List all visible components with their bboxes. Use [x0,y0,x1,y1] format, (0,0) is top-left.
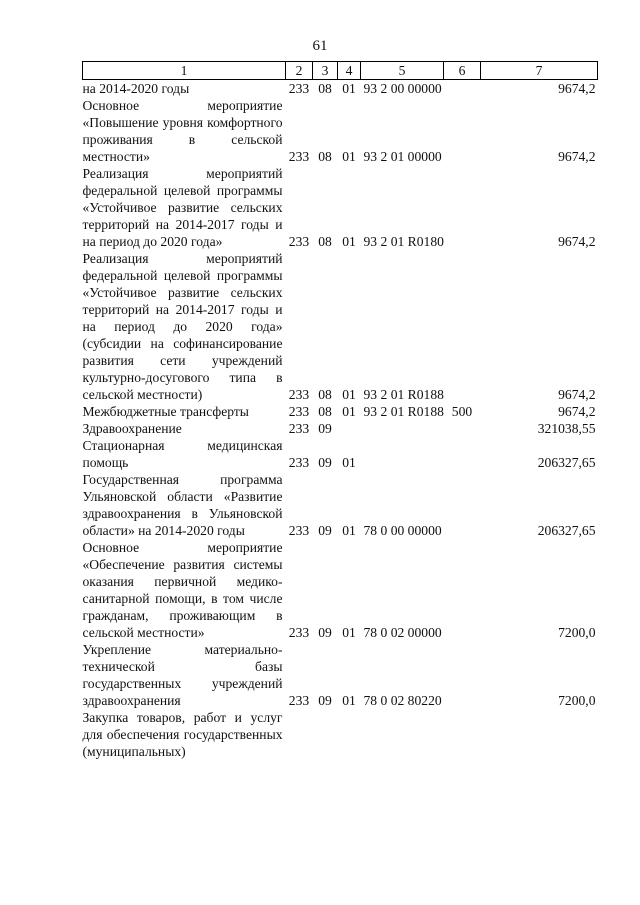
row-code-admin [286,709,313,760]
table-row [83,709,598,760]
row-code-expense-type [444,420,481,437]
table-row [83,539,598,641]
row-code-target: 93 2 01 00000 [363,149,442,164]
table-row [83,420,598,437]
row-code-admin: 233 [288,404,310,419]
header-col-5: 5 [361,62,444,80]
row-description: Основное мероприятие «Обеспечение развития системы оказания первичной медико-санитарной помощи, в том числе гражданам, проживающим в сельской местности» [82,540,283,640]
row-code-target: 78 0 02 80220 [363,693,442,708]
row-code-admin: 233 [288,693,310,708]
table-row [83,403,598,420]
row-amount: 9674,2 [558,404,596,419]
header-col-4: 4 [338,62,361,80]
row-code-section: 09 [318,625,332,640]
row-code-subsection: 01 [342,693,356,708]
row-code-target: 93 2 01 R0188 [363,404,444,419]
header-col-6: 6 [444,62,481,80]
row-description: Стационарная медицинская помощь [82,438,283,470]
row-description: Межбюджетные трансферты [82,404,249,419]
row-description: Закупка товаров, работ и услуг для обеспечения государственных (муниципальных) [82,710,283,759]
row-code-admin: 233 [288,387,310,402]
row-amount: 206327,65 [537,523,596,538]
row-code-admin: 233 [288,455,310,470]
row-code-expense-type [444,437,481,471]
row-amount: 206327,65 [537,455,596,470]
row-code-section: 09 [318,523,332,538]
header-col-7: 7 [481,62,598,80]
row-amount [481,709,598,760]
row-code-admin: 233 [288,421,310,436]
row-amount: 9674,2 [558,234,596,249]
row-code-subsection: 01 [342,149,356,164]
table-row [83,250,598,403]
row-description: Реализация мероприятий федеральной целевой программы «Устойчивое развитие сельских территорий на 2014-2017 годы и на период до 2020 года» [82,166,283,249]
row-description: Основное мероприятие «Повышение уровня комфортного проживания в сельской местности» [82,98,283,164]
row-code-section: 09 [318,455,332,470]
page-number: 61 [312,38,328,54]
row-code-expense-type [444,97,481,165]
row-code-target [361,437,444,471]
row-code-admin: 233 [288,81,310,96]
row-description: Укрепление материально-технической базы государственных учреждений здравоохранения [82,642,283,708]
row-code-section: 09 [318,421,332,436]
row-code-section: 08 [318,234,332,249]
row-code-expense-type [444,80,481,98]
column-number-header [83,62,598,80]
table-body [83,80,598,761]
row-code-expense-type [444,709,481,760]
row-code-subsection: 01 [342,455,356,470]
row-code-subsection: 01 [342,523,356,538]
table-row [83,80,598,98]
row-code-subsection [338,420,361,437]
row-code-target: 93 2 01 R0180 [363,234,444,249]
row-code-section: 09 [318,693,332,708]
row-code-admin: 233 [288,234,310,249]
row-code-admin: 233 [288,625,310,640]
header-col-3: 3 [313,62,338,80]
row-code-subsection: 01 [342,234,356,249]
row-amount: 9674,2 [558,387,596,402]
row-code-expense-type [444,539,481,641]
row-amount: 7200,0 [558,625,596,640]
table-row [83,97,598,165]
row-code-admin: 233 [288,149,310,164]
row-code-target [361,420,444,437]
row-code-subsection: 01 [342,625,356,640]
row-code-subsection: 01 [342,387,356,402]
table-row [83,165,598,250]
row-description: Реализация мероприятий федеральной целевой программы «Устойчивое развитие сельских территорий на 2014-2017 годы и на период до 2020 года» (субсидии на софинансирование развития сети учреждений культурно-досугового типа в сельской местности) [82,251,283,402]
row-code-target: 78 0 00 00000 [363,523,442,538]
row-amount: 9674,2 [558,81,596,96]
row-amount: 7200,0 [558,693,596,708]
row-code-target: 93 2 01 R0188 [363,387,444,402]
table-row [83,437,598,471]
row-code-subsection: 01 [342,404,356,419]
row-code-section: 08 [318,81,332,96]
row-code-section: 08 [318,404,332,419]
row-code-expense-type [444,165,481,250]
row-code-expense-type [444,471,481,539]
row-amount: 321038,55 [537,421,596,436]
row-description: на 2014-2020 годы [82,81,190,96]
row-code-section: 08 [318,387,332,402]
row-code-target: 78 0 02 00000 [363,625,442,640]
row-code-target: 93 2 00 00000 [363,81,442,96]
header-col-1: 1 [83,62,286,80]
row-code-subsection [338,709,361,760]
table-row [83,641,598,709]
row-code-expense-type: 500 [451,404,473,419]
header-col-2: 2 [286,62,313,80]
row-code-subsection: 01 [342,81,356,96]
row-code-admin: 233 [288,523,310,538]
row-code-target [361,709,444,760]
row-amount: 9674,2 [558,149,596,164]
table-row [83,471,598,539]
row-description: Государственная программа Ульяновской области «Развитие здравоохранения в Ульяновской области» на 2014-2020 годы [82,472,283,538]
budget-table [82,61,598,760]
row-code-section: 08 [318,149,332,164]
row-description: Здравоохранение [82,421,182,436]
row-code-section [313,709,338,760]
row-code-expense-type [444,250,481,403]
row-code-expense-type [444,641,481,709]
